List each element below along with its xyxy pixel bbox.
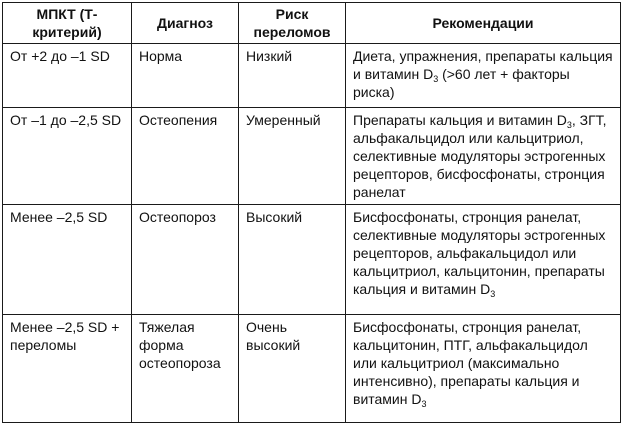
cell-diagnosis: Остеопения	[132, 108, 239, 205]
header-risk: Риск переломов	[239, 3, 346, 44]
cell-bmd: Менее –2,5 SD + переломы	[3, 315, 132, 423]
cell-diagnosis: Норма	[132, 44, 239, 108]
cell-bmd: Менее –2,5 SD	[3, 205, 132, 315]
cell-recommendations	[346, 315, 621, 423]
cell-bmd: От –1 до –2,5 SD	[3, 108, 132, 205]
recommendation-text: Препараты кальция и витамин D	[353, 112, 567, 128]
osteoporosis-table	[2, 2, 621, 423]
cell-risk: Низкий	[239, 44, 346, 108]
vitamin-subscript: 3	[433, 74, 439, 84]
header-recommendations: Рекомендации	[346, 3, 621, 44]
header-diagnosis: Диагноз	[132, 3, 239, 44]
recommendation-text: Бисфосфонаты, стронция ранелат, селективные модуляторы эстрогенных рецепторов, альфакальцидол или кальцитриол, кальцитонин, препараты кальция и витамин D	[353, 209, 606, 297]
cell-diagnosis: Тяжелая форма остеопороза	[132, 315, 239, 423]
table-row	[3, 44, 621, 108]
header-bmd: МПКТ (Т-критерий)	[3, 3, 132, 44]
vitamin-subscript: 3	[490, 289, 496, 299]
recommendation-text-tail: , ЗГТ, альфакальцидол или кальцитриол, селективные модуляторы эстрогенных рецепторов, бисфосфонаты, стронция ранелат	[353, 112, 607, 200]
cell-bmd: От +2 до –1 SD	[3, 44, 132, 108]
table-row	[3, 315, 621, 423]
vitamin-subscript: 3	[566, 120, 572, 130]
cell-diagnosis: Остеопороз	[132, 205, 239, 315]
recommendation-text: Диета, упражнения, препараты кальция и витамин D	[353, 48, 613, 82]
header-row	[3, 3, 621, 44]
vitamin-subscript: 3	[421, 399, 427, 409]
recommendation-text-tail: (>60 лет + факторы риска)	[353, 66, 570, 100]
table-row	[3, 205, 621, 315]
cell-risk: Высокий	[239, 205, 346, 315]
cell-recommendations	[346, 205, 621, 315]
table-row	[3, 108, 621, 205]
cell-recommendations	[346, 44, 621, 108]
cell-risk: Умеренный	[239, 108, 346, 205]
cell-recommendations	[346, 108, 621, 205]
cell-risk: Очень высокий	[239, 315, 346, 423]
recommendation-text: Бисфосфонаты, стронция ранелат, кальцитонин, ПТГ, альфакальцидол или кальцитриол (максимально интенсивно), препараты кальция и витамин D	[353, 319, 588, 407]
